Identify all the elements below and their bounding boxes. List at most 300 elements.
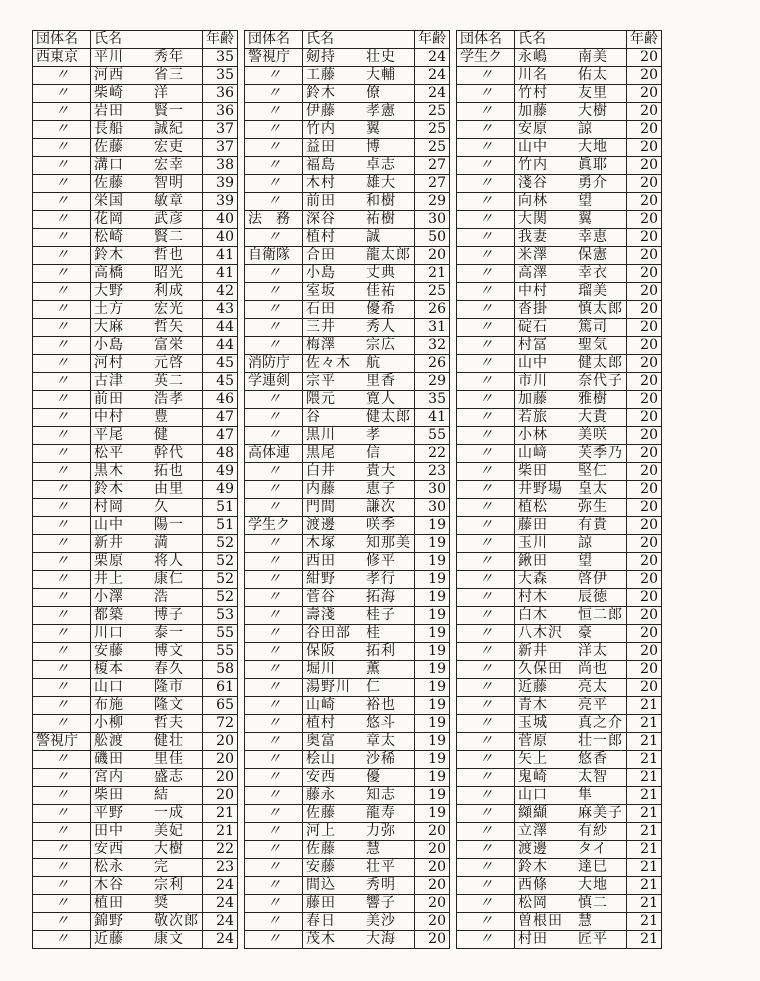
name-cell: 矢上 悠香 xyxy=(515,751,627,769)
age-cell: 55 xyxy=(203,643,238,661)
org-cell: 〃 xyxy=(33,283,91,301)
name-cell: 玉川 諒 xyxy=(515,535,627,553)
age-cell: 31 xyxy=(415,319,450,337)
org-cell: 〃 xyxy=(33,895,91,913)
org-cell: 〃 xyxy=(457,139,515,157)
name-cell: 安藤 博文 xyxy=(91,643,203,661)
age-cell: 37 xyxy=(203,121,238,139)
table-row xyxy=(33,175,238,193)
age-cell: 19 xyxy=(415,733,450,751)
org-cell: 〃 xyxy=(33,391,91,409)
age-cell: 19 xyxy=(415,697,450,715)
table-row xyxy=(33,355,238,373)
org-cell: 〃 xyxy=(33,337,91,355)
table-row xyxy=(33,67,238,85)
header-age: 年齢 xyxy=(415,31,450,49)
org-cell: 〃 xyxy=(457,445,515,463)
age-cell: 25 xyxy=(415,139,450,157)
org-cell: 〃 xyxy=(457,571,515,589)
table-row xyxy=(457,247,662,265)
org-cell: 〃 xyxy=(33,715,91,733)
table-row xyxy=(33,427,238,445)
age-cell: 27 xyxy=(415,157,450,175)
roster-sheet xyxy=(32,30,662,949)
table-row xyxy=(457,49,662,67)
name-cell: 村木 辰徳 xyxy=(515,589,627,607)
age-cell: 21 xyxy=(627,715,662,733)
name-cell: 井野場 皇太 xyxy=(515,481,627,499)
name-cell: 小柳 哲夫 xyxy=(91,715,203,733)
org-cell: 〃 xyxy=(33,193,91,211)
org-cell: 〃 xyxy=(457,679,515,697)
age-cell: 24 xyxy=(203,913,238,931)
name-cell: 曽根田 慧 xyxy=(515,913,627,931)
org-cell: 〃 xyxy=(457,913,515,931)
table-row xyxy=(457,175,662,193)
org-cell: 〃 xyxy=(245,499,303,517)
name-cell: 高橋 昭光 xyxy=(91,265,203,283)
age-cell: 21 xyxy=(627,805,662,823)
name-cell: 山崎 裕也 xyxy=(303,697,415,715)
table-row xyxy=(457,805,662,823)
table-row xyxy=(33,265,238,283)
age-cell: 21 xyxy=(627,787,662,805)
table-row xyxy=(457,481,662,499)
age-cell: 20 xyxy=(203,787,238,805)
table-row xyxy=(245,913,450,931)
name-cell: 竹内 翼 xyxy=(303,121,415,139)
org-cell: 〃 xyxy=(457,157,515,175)
age-cell: 20 xyxy=(627,553,662,571)
org-cell: 〃 xyxy=(245,661,303,679)
org-cell: 〃 xyxy=(245,409,303,427)
table-row xyxy=(33,463,238,481)
age-cell: 20 xyxy=(627,607,662,625)
table-row xyxy=(245,67,450,85)
table-row xyxy=(33,679,238,697)
table-row xyxy=(245,337,450,355)
table-row xyxy=(33,247,238,265)
name-cell: 西條 大地 xyxy=(515,877,627,895)
org-cell: 〃 xyxy=(457,787,515,805)
name-cell: 村田 匠平 xyxy=(515,931,627,949)
name-cell: 渡邊 咲季 xyxy=(303,517,415,535)
name-cell: 奥富 章太 xyxy=(303,733,415,751)
age-cell: 26 xyxy=(415,355,450,373)
name-cell: 新井 満 xyxy=(91,535,203,553)
org-cell: 〃 xyxy=(457,877,515,895)
table-row xyxy=(245,391,450,409)
table-row xyxy=(245,715,450,733)
table-row xyxy=(457,409,662,427)
org-cell: 〃 xyxy=(33,607,91,625)
table-row xyxy=(33,553,238,571)
org-cell: 〃 xyxy=(245,841,303,859)
age-cell: 35 xyxy=(203,49,238,67)
name-cell: 剱持 壮史 xyxy=(303,49,415,67)
age-cell: 20 xyxy=(627,103,662,121)
table-row xyxy=(245,535,450,553)
name-cell: 山﨑 芙季乃 xyxy=(515,445,627,463)
table-row xyxy=(33,229,238,247)
name-cell: 工藤 大輔 xyxy=(303,67,415,85)
org-cell: 〃 xyxy=(457,229,515,247)
age-cell: 29 xyxy=(415,193,450,211)
org-cell: 〃 xyxy=(457,841,515,859)
table-row xyxy=(457,139,662,157)
table-row xyxy=(245,247,450,265)
table-row xyxy=(33,337,238,355)
name-cell: 長船 誠紀 xyxy=(91,121,203,139)
age-cell: 20 xyxy=(627,463,662,481)
name-cell: 加藤 雅樹 xyxy=(515,391,627,409)
org-cell: 〃 xyxy=(33,589,91,607)
table-row xyxy=(33,715,238,733)
age-cell: 61 xyxy=(203,679,238,697)
age-cell: 20 xyxy=(627,283,662,301)
table-row xyxy=(33,319,238,337)
org-cell: 〃 xyxy=(33,877,91,895)
age-cell: 21 xyxy=(627,769,662,787)
table-row xyxy=(245,481,450,499)
org-cell: 〃 xyxy=(457,373,515,391)
table-row xyxy=(245,445,450,463)
name-cell: 新井 洋太 xyxy=(515,643,627,661)
age-cell: 21 xyxy=(203,805,238,823)
name-cell: 石田 優希 xyxy=(303,301,415,319)
table-row xyxy=(33,895,238,913)
org-cell: 〃 xyxy=(245,103,303,121)
table-row xyxy=(245,463,450,481)
table-row xyxy=(33,121,238,139)
table-row xyxy=(33,913,238,931)
org-cell: 〃 xyxy=(245,589,303,607)
org-cell: 〃 xyxy=(245,931,303,949)
age-cell: 26 xyxy=(415,301,450,319)
org-cell: 警視庁 xyxy=(33,733,91,751)
name-cell: 竹村 友里 xyxy=(515,85,627,103)
name-cell: 山中 健太郎 xyxy=(515,355,627,373)
org-cell: 〃 xyxy=(245,679,303,697)
age-cell: 58 xyxy=(203,661,238,679)
age-cell: 48 xyxy=(203,445,238,463)
age-cell: 24 xyxy=(415,85,450,103)
age-cell: 19 xyxy=(415,535,450,553)
age-cell: 21 xyxy=(627,931,662,949)
name-cell: 村冨 聖気 xyxy=(515,337,627,355)
age-cell: 50 xyxy=(415,229,450,247)
name-cell: 小島 富栄 xyxy=(91,337,203,355)
org-cell: 〃 xyxy=(245,121,303,139)
table-row xyxy=(457,877,662,895)
table-row xyxy=(457,211,662,229)
age-cell: 20 xyxy=(415,913,450,931)
table-row xyxy=(33,85,238,103)
table-row xyxy=(33,841,238,859)
roster-table-1 xyxy=(32,30,238,949)
name-cell: 佐藤 宏吏 xyxy=(91,139,203,157)
table-row xyxy=(457,355,662,373)
table-row xyxy=(33,697,238,715)
age-cell: 19 xyxy=(415,751,450,769)
name-cell: 佐藤 慧 xyxy=(303,841,415,859)
age-cell: 21 xyxy=(627,841,662,859)
age-cell: 21 xyxy=(627,697,662,715)
name-cell: 近藤 亮太 xyxy=(515,679,627,697)
age-cell: 20 xyxy=(203,751,238,769)
org-cell: 〃 xyxy=(33,229,91,247)
age-cell: 20 xyxy=(627,409,662,427)
org-cell: 〃 xyxy=(245,877,303,895)
org-cell: 学連剣 xyxy=(245,373,303,391)
header-row xyxy=(457,31,662,49)
org-cell: 〃 xyxy=(457,805,515,823)
org-cell: 〃 xyxy=(33,85,91,103)
table-row xyxy=(245,625,450,643)
table-row xyxy=(33,733,238,751)
table-row xyxy=(245,85,450,103)
name-cell: 益田 博 xyxy=(303,139,415,157)
table-row xyxy=(245,553,450,571)
age-cell: 21 xyxy=(627,895,662,913)
header-age: 年齢 xyxy=(203,31,238,49)
table-row xyxy=(33,571,238,589)
org-cell: 〃 xyxy=(245,787,303,805)
table-row xyxy=(245,643,450,661)
org-cell: 学生ク xyxy=(245,517,303,535)
table-row xyxy=(457,85,662,103)
table-row xyxy=(457,193,662,211)
age-cell: 19 xyxy=(415,679,450,697)
name-cell: 谷 健太郎 xyxy=(303,409,415,427)
age-cell: 72 xyxy=(203,715,238,733)
age-cell: 24 xyxy=(415,49,450,67)
table-row xyxy=(33,499,238,517)
age-cell: 30 xyxy=(415,481,450,499)
age-cell: 21 xyxy=(627,859,662,877)
table-row xyxy=(245,841,450,859)
table-row xyxy=(33,517,238,535)
age-cell: 24 xyxy=(415,67,450,85)
name-cell: 佐々木 航 xyxy=(303,355,415,373)
table-row xyxy=(33,193,238,211)
name-cell: 植松 弥生 xyxy=(515,499,627,517)
name-cell: 安西 大樹 xyxy=(91,841,203,859)
age-cell: 19 xyxy=(415,517,450,535)
age-cell: 46 xyxy=(203,391,238,409)
org-cell: 〃 xyxy=(457,265,515,283)
table-row xyxy=(33,139,238,157)
name-cell: 茂木 大海 xyxy=(303,931,415,949)
age-cell: 45 xyxy=(203,373,238,391)
name-cell: 纐纈 麻美子 xyxy=(515,805,627,823)
org-cell: 〃 xyxy=(33,571,91,589)
age-cell: 25 xyxy=(415,121,450,139)
name-cell: 木村 雄大 xyxy=(303,175,415,193)
age-cell: 20 xyxy=(627,301,662,319)
table-row xyxy=(33,301,238,319)
org-cell: 〃 xyxy=(33,805,91,823)
table-row xyxy=(33,49,238,67)
header-age: 年齢 xyxy=(627,31,662,49)
org-cell: 〃 xyxy=(245,481,303,499)
name-cell: 白木 恒二郎 xyxy=(515,607,627,625)
age-cell: 35 xyxy=(203,67,238,85)
name-cell: 村岡 久 xyxy=(91,499,203,517)
table-row xyxy=(457,67,662,85)
org-cell: 〃 xyxy=(33,481,91,499)
name-cell: 河村 元啓 xyxy=(91,355,203,373)
name-cell: 玉城 真之介 xyxy=(515,715,627,733)
name-cell: 菅原 壮一郎 xyxy=(515,733,627,751)
org-cell: 〃 xyxy=(245,733,303,751)
age-cell: 19 xyxy=(415,571,450,589)
org-cell: 〃 xyxy=(457,607,515,625)
table-row xyxy=(245,877,450,895)
table-row xyxy=(245,733,450,751)
age-cell: 20 xyxy=(627,481,662,499)
header-name: 氏名 xyxy=(515,31,627,49)
roster-table-3 xyxy=(456,30,662,949)
age-cell: 24 xyxy=(203,895,238,913)
name-cell: 山中 大地 xyxy=(515,139,627,157)
table-row xyxy=(245,571,450,589)
table-row xyxy=(457,661,662,679)
name-cell: 堀川 薫 xyxy=(303,661,415,679)
name-cell: 沓掛 慎太郎 xyxy=(515,301,627,319)
name-cell: 柴崎 洋 xyxy=(91,85,203,103)
age-cell: 20 xyxy=(627,85,662,103)
age-cell: 20 xyxy=(415,877,450,895)
name-cell: 合田 龍太郎 xyxy=(303,247,415,265)
age-cell: 24 xyxy=(203,877,238,895)
org-cell: 〃 xyxy=(457,283,515,301)
org-cell: 〃 xyxy=(457,391,515,409)
table-row xyxy=(457,643,662,661)
table-row xyxy=(457,607,662,625)
name-cell: 安藤 壮平 xyxy=(303,859,415,877)
table-row xyxy=(33,211,238,229)
org-cell: 〃 xyxy=(457,67,515,85)
table-row xyxy=(245,805,450,823)
table-row xyxy=(457,229,662,247)
name-cell: 植村 悠斗 xyxy=(303,715,415,733)
age-cell: 21 xyxy=(415,265,450,283)
org-cell: 〃 xyxy=(33,121,91,139)
org-cell: 〃 xyxy=(457,931,515,949)
age-cell: 49 xyxy=(203,481,238,499)
name-cell: 白井 貴大 xyxy=(303,463,415,481)
org-cell: 〃 xyxy=(33,787,91,805)
table-row xyxy=(245,517,450,535)
org-cell: 〃 xyxy=(457,301,515,319)
org-cell: 〃 xyxy=(33,625,91,643)
table-row xyxy=(245,589,450,607)
age-cell: 20 xyxy=(627,319,662,337)
name-cell: 近藤 康文 xyxy=(91,931,203,949)
table-row xyxy=(245,931,450,949)
name-cell: 黒尾 信 xyxy=(303,445,415,463)
name-cell: 深谷 祐樹 xyxy=(303,211,415,229)
name-cell: 向林 望 xyxy=(515,193,627,211)
org-cell: 〃 xyxy=(457,625,515,643)
age-cell: 23 xyxy=(415,463,450,481)
org-cell: 〃 xyxy=(245,391,303,409)
name-cell: 若旅 大貴 xyxy=(515,409,627,427)
name-cell: 碇石 篤司 xyxy=(515,319,627,337)
table-row xyxy=(245,229,450,247)
org-cell: 〃 xyxy=(33,427,91,445)
name-cell: 安西 優 xyxy=(303,769,415,787)
table-row xyxy=(457,769,662,787)
table-row xyxy=(457,733,662,751)
org-cell: 〃 xyxy=(457,499,515,517)
age-cell: 20 xyxy=(203,769,238,787)
table-row xyxy=(245,301,450,319)
name-cell: 柴田 堅仁 xyxy=(515,463,627,481)
age-cell: 52 xyxy=(203,535,238,553)
org-cell: 〃 xyxy=(457,211,515,229)
name-cell: 永嶋 南美 xyxy=(515,49,627,67)
age-cell: 20 xyxy=(627,391,662,409)
name-cell: 栗原 将人 xyxy=(91,553,203,571)
org-cell: 〃 xyxy=(33,175,91,193)
org-cell: 〃 xyxy=(33,103,91,121)
table-row xyxy=(33,931,238,949)
name-cell: 青木 亮平 xyxy=(515,697,627,715)
table-row xyxy=(457,301,662,319)
age-cell: 19 xyxy=(415,805,450,823)
table-row xyxy=(457,787,662,805)
org-cell: 〃 xyxy=(33,643,91,661)
table-row xyxy=(457,913,662,931)
org-cell: 〃 xyxy=(33,751,91,769)
name-cell: 藤永 知志 xyxy=(303,787,415,805)
age-cell: 25 xyxy=(415,283,450,301)
age-cell: 20 xyxy=(415,247,450,265)
name-cell: 布施 隆文 xyxy=(91,697,203,715)
age-cell: 20 xyxy=(627,49,662,67)
age-cell: 37 xyxy=(203,139,238,157)
table-row xyxy=(245,265,450,283)
org-cell: 〃 xyxy=(457,895,515,913)
age-cell: 20 xyxy=(415,859,450,877)
table-row xyxy=(245,679,450,697)
table-row xyxy=(457,751,662,769)
age-cell: 21 xyxy=(627,877,662,895)
header-row xyxy=(245,31,450,49)
org-cell: 〃 xyxy=(245,193,303,211)
table-row xyxy=(33,283,238,301)
age-cell: 20 xyxy=(627,445,662,463)
name-cell: 田中 美妃 xyxy=(91,823,203,841)
age-cell: 21 xyxy=(627,823,662,841)
table-row xyxy=(457,715,662,733)
table-row xyxy=(245,409,450,427)
name-cell: 西田 修平 xyxy=(303,553,415,571)
org-cell: 〃 xyxy=(33,301,91,319)
org-cell: 〃 xyxy=(245,283,303,301)
name-cell: 門間 謙次 xyxy=(303,499,415,517)
org-cell: 〃 xyxy=(245,157,303,175)
name-cell: 川口 泰一 xyxy=(91,625,203,643)
age-cell: 44 xyxy=(203,319,238,337)
name-cell: 黒川 孝 xyxy=(303,427,415,445)
age-cell: 25 xyxy=(415,103,450,121)
org-cell: 〃 xyxy=(457,175,515,193)
age-cell: 20 xyxy=(627,157,662,175)
org-cell: 〃 xyxy=(33,211,91,229)
